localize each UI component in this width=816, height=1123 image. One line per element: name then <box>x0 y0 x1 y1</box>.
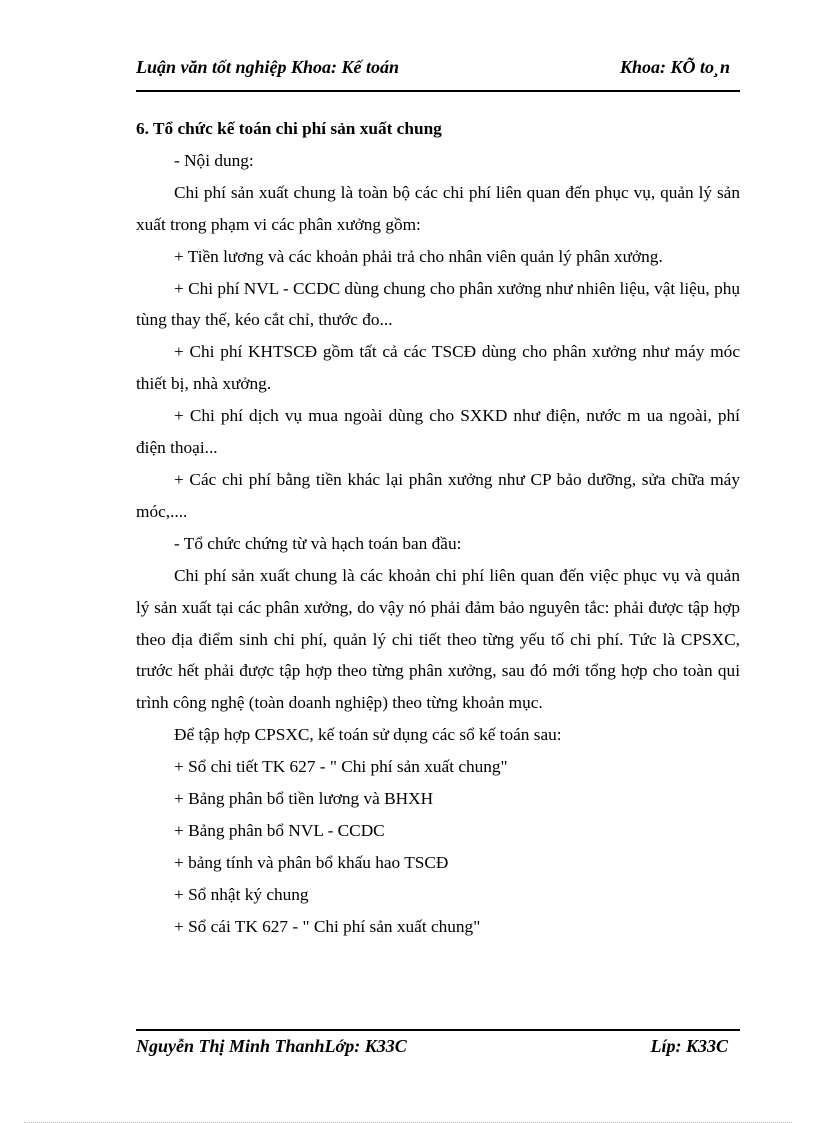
cost-item: + Các chi phí bằng tiền khác lại phân xưởng như CP bảo dưỡng, sửa chữa máy móc,.... <box>136 469 740 521</box>
cost-item: + Chi phí dịch vụ mua ngoài dùng cho SXKD như điện, nước m ua ngoài, phí điện thoại... <box>136 406 740 458</box>
cost-item: + Chi phí KHTSCĐ gồm tất cả các TSCĐ dùng cho phân xưởng như máy móc thiết bị, nhà xưởng. <box>136 342 740 394</box>
book-item: + Sổ chi tiết TK 627 - " Chi phí sản xuất chung" <box>174 757 508 777</box>
book-item: + Sổ cái TK 627 - " Chi phí sản xuất chung" <box>174 916 481 936</box>
header-rule <box>136 90 740 92</box>
footer-author: Nguyễn Thị Minh ThanhLớp: K33C <box>136 1036 407 1056</box>
footer-rule <box>136 1029 740 1031</box>
content-label: - Nội dung: <box>174 150 254 170</box>
book-item: + Sổ nhật ký chung <box>174 884 309 904</box>
section-title: 6. Tổ chức kế toán chi phí sản xuất chung <box>136 119 442 138</box>
book-item: + bảng tính và phân bổ khấu hao TSCĐ <box>174 852 449 872</box>
docs-paragraph: Chi phí sản xuất chung là các khoản chi phí liên quan đến việc phục vụ và quản lý sản xuất tại các phân xưởng, do vậy nó phải đảm bảo nguyên tắc: phải được tập hợp theo địa điểm sinh chi phí, quản lý chi tiết theo từng yếu tố chi phí. Tức là CPSXC, trước hết phải được tập hợp theo từng phân xưởng, sau đó mới tổng hợp cho toàn qui trình công nghệ (toàn doanh nghiệp) theo từng khoản mục. <box>136 565 740 713</box>
intro-paragraph: Chi phí sản xuất chung là toàn bộ các chi phí liên quan đến phục vụ, quản lý sản xuất trong phạm vi các phân xưởng gồm: <box>136 182 740 234</box>
cost-item: + Tiền lương và các khoản phải trả cho nhân viên quản lý phân xưởng. <box>174 246 663 266</box>
docs-label: - Tổ chức chứng từ và hạch toán ban đầu: <box>174 533 462 553</box>
page-header <box>136 55 740 85</box>
footer-class: Líp: K33C <box>650 1036 728 1056</box>
books-intro: Để tập hợp CPSXC, kế toán sử dụng các sổ kế toán sau: <box>174 725 562 745</box>
document-body <box>136 113 740 943</box>
header-faculty: Khoa: KÕ to¸n <box>619 57 730 77</box>
page-footer <box>136 1036 740 1062</box>
book-item: + Bảng phân bổ tiền lương và BHXH <box>174 789 434 809</box>
book-item: + Bảng phân bổ NVL - CCDC <box>174 820 385 840</box>
cost-item: + Chi phí NVL - CCDC dùng chung cho phân xưởng như nhiên liệu, vật liệu, phụ tùng thay thế, kéo cắt chỉ, thước đo... <box>136 278 740 330</box>
header-thesis-title: Luận văn tốt nghiệp Khoa: Kế toán <box>136 57 400 77</box>
